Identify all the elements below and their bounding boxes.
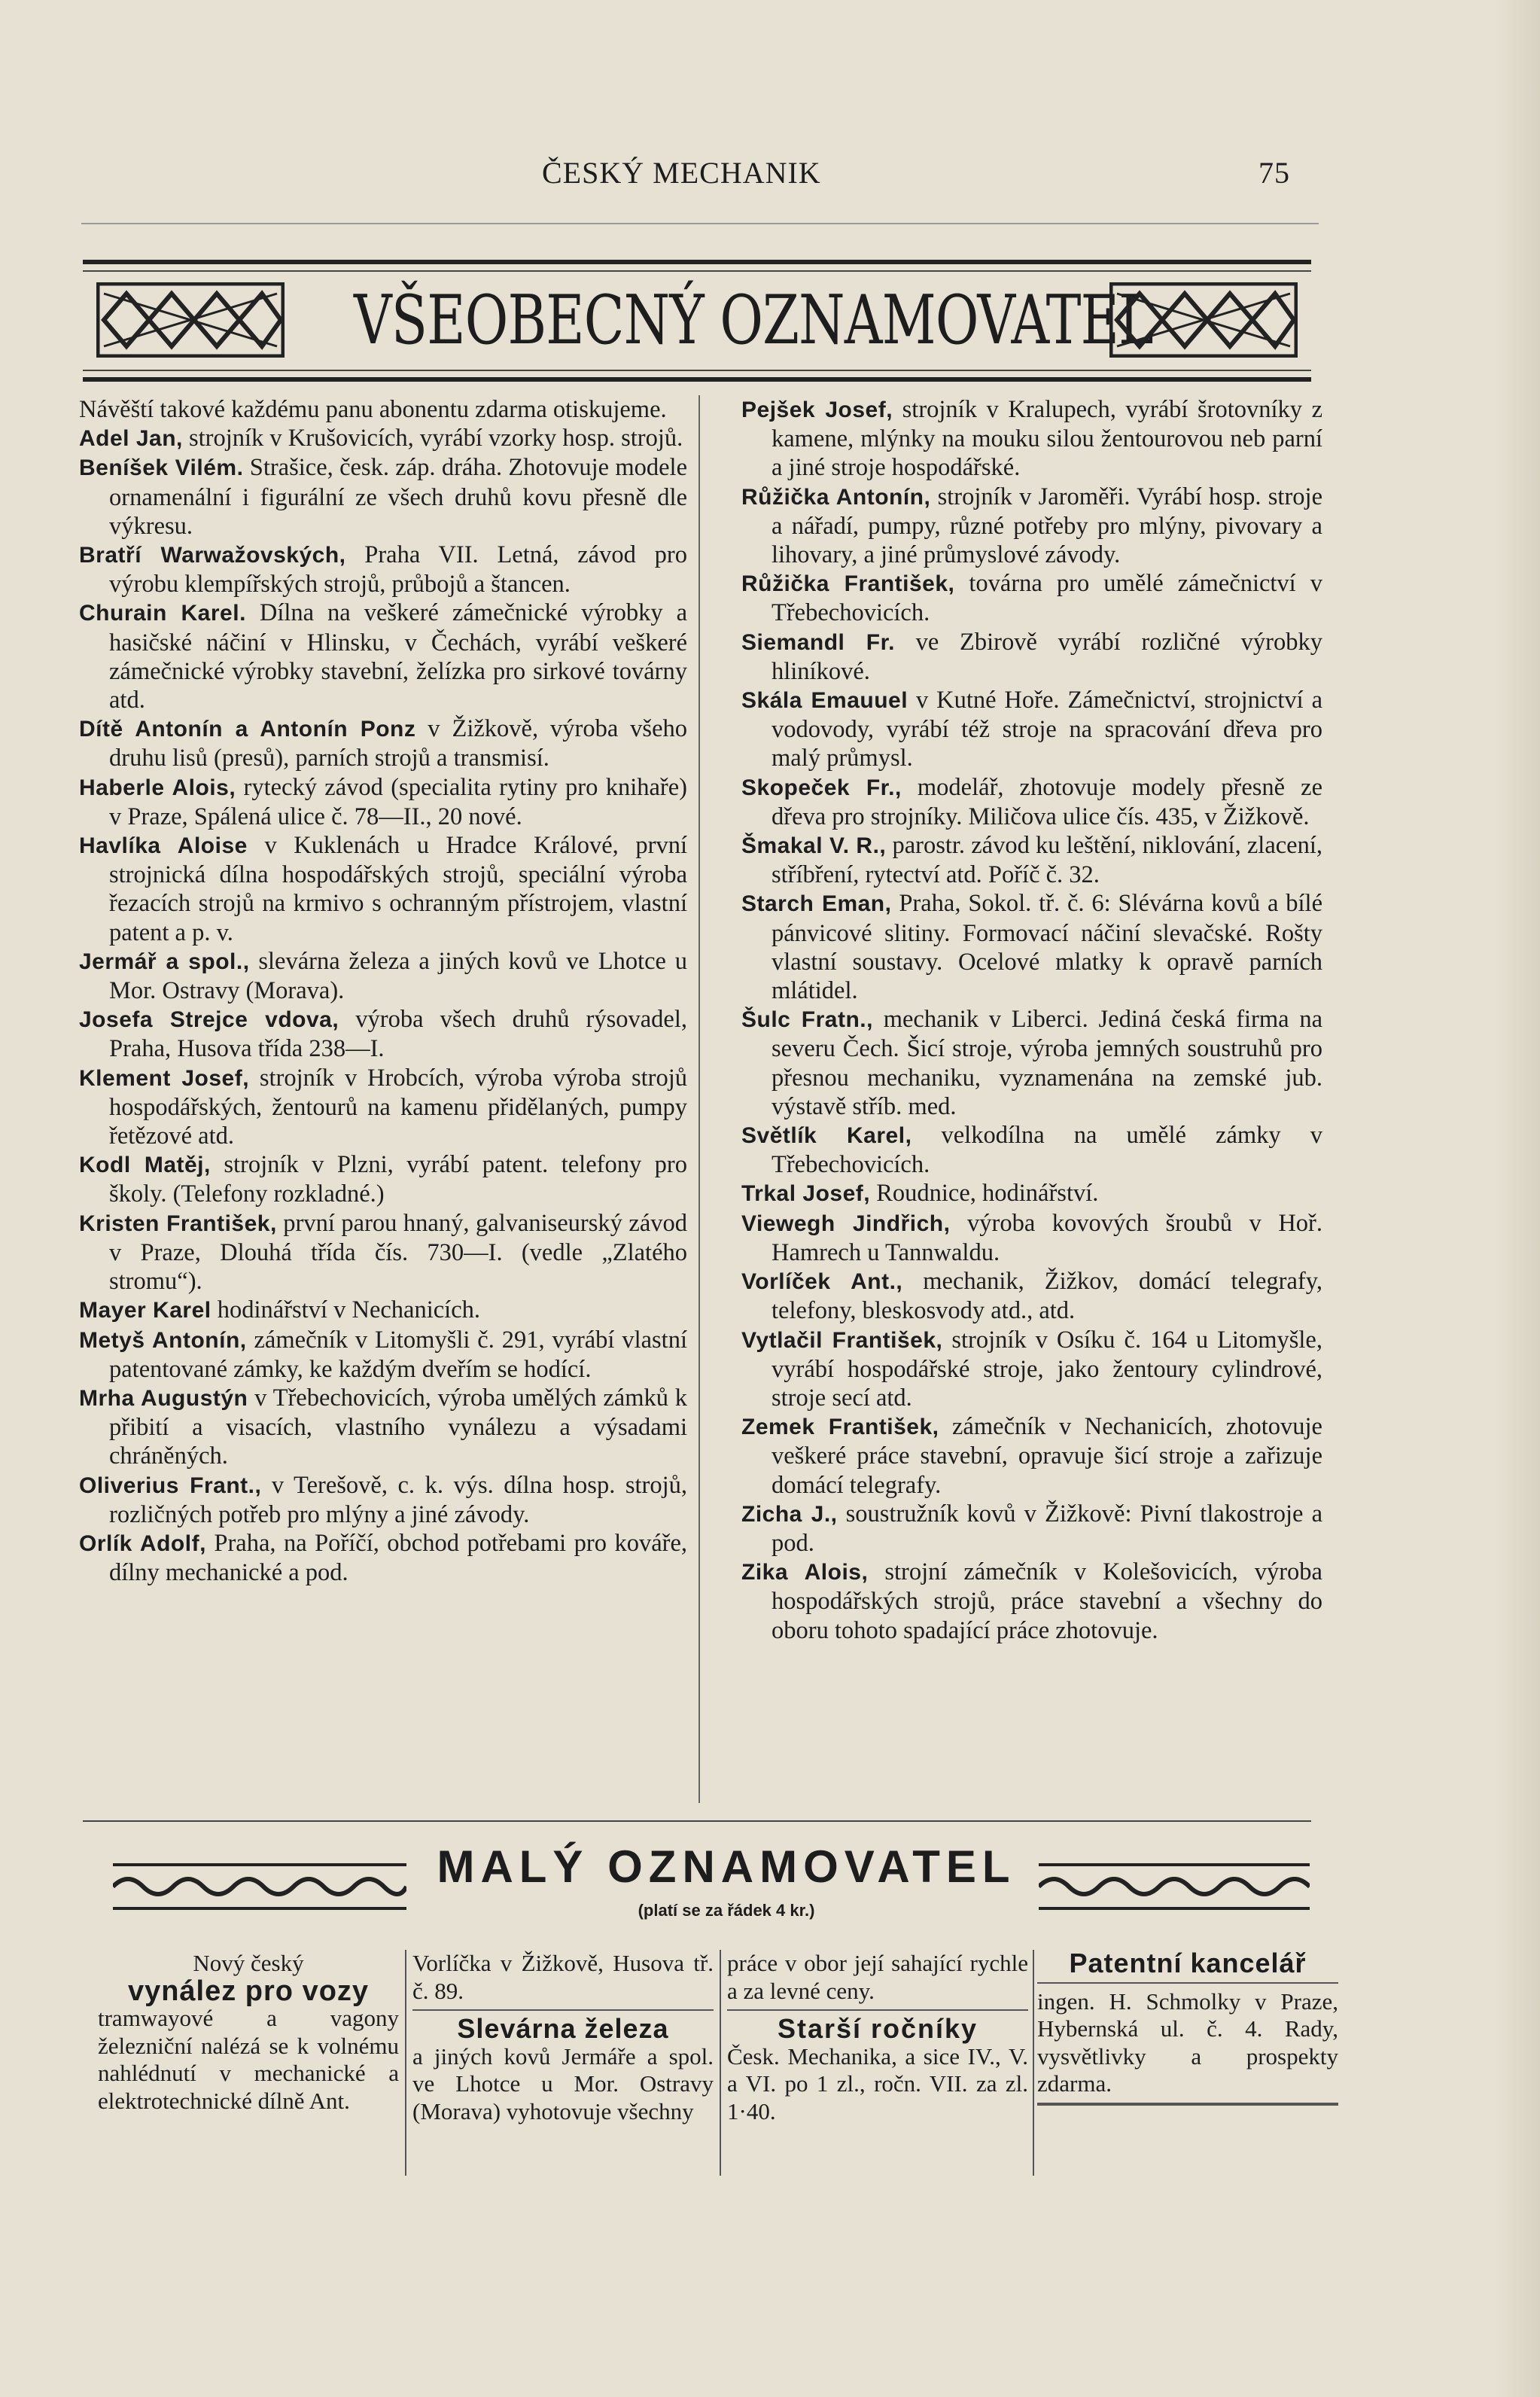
ornament-right-icon [1109,282,1298,358]
column-divider [698,395,700,1803]
list-item: Kodl Matěj, strojník v Plzni, vyrábí patent. telefony pro školy. (Telefony rozkladné.) [79,1151,687,1208]
list-item: Dítě Antonín a Antonín Ponz v Žižkově, výroba všeho druhu lisů (presů), parních strojů a transmisí. [79,715,687,772]
list-item: Oliverius Frant., v Terešově, c. k. výs. dílna hosp. strojů, rozličných potřeb pro mlýny a jiné závody. [79,1471,687,1528]
ad-divider [405,1950,406,2176]
list-item: Starch Eman, Praha, Sokol. tř. č. 6: Slévárna kovů a bílé pánvicové slitiny. Formovací náčiní slevačské. Rošty vlastní soustavy. Ocelové mlatky k opravě parních mlátidel. [741,890,1323,1005]
list-item: Adel Jan, strojník v Krušovicích, vyrábí vzorky hosp. strojů. [79,425,683,452]
list-item: Zemek František, zámečník v Nechanicích, zhotovuje veškeré práce stavební, opravuje šicí stroje a zařizuje domácí telegrafy. [741,1413,1322,1499]
section-divider [83,1820,1311,1822]
list-item: Šmakal V. R., parostr. závod ku leštění, niklování, zlacení, stříbření, rytectví atd. Poříč č. 32. [741,832,1322,889]
list-item: Josefa Strejce vdova, výroba všech druhů rýsovadel, Praha, Husova třída 238—I. [79,1006,687,1063]
right-column [741,395,1322,1645]
ad-foundry: Vorlíčka v Žižkově, Husova tř. č. 89. Slevárna železa a jiných kovů Jermáře a spol. ve Lhotce u Mor. Ostravy (Morava) vyhotovuje všechny [412,1950,714,2124]
running-head [0,155,1540,200]
list-item: Světlík Karel, velkodílna na umělé zámky v Třebechovicích. [741,1122,1323,1179]
running-title: ČESKÝ MECHANIK [542,156,821,190]
wave-ornament-right-icon [1039,1860,1310,1913]
ornament-left-icon [96,282,285,358]
list-item: Růžička Antonín, strojník v Jaroměři. Vyrábí hosp. stroje a nářadí, pumpy, různé potřeby pro mlýny, pivovary a lihovary, a jiné průmyslové závody. [741,483,1322,569]
ad-back-issues: práce v obor její sahající rychle a za levné ceny. Starší ročníky Česk. Mechanika, a sice IV., V. a VI. po 1 zl., ročn. VII. za zl. 1·40. [727,1950,1028,2124]
list-item: Skála Emauuel v Kutné Hoře. Zámečnictví, strojnictví a vodovody, vyrábí též stroje na spracování dřeva pro malý průmysl. [741,687,1322,772]
list-item: Vytlačil František, strojník v Osíku č. 164 u Litomyšle, vyrábí hospodářské stroje, jako žentoury cylindrové, stroje secí atd. [741,1326,1322,1412]
small-ads-title: MALÝ OZNAMOVATEL [437,1841,1016,1892]
list-item: Metyš Antonín, zámečník v Litomyšli č. 291, vyrábí vlastní patentované zámky, ke každým dveřím se hodící. [79,1326,687,1383]
list-item: Churain Karel. Dílna na veškeré zámečnické výrobky a hasičské náčiní v Hlinsku, v Čechách, vyrábí veškeré zámečnické výrobky stavební, želízka pro sirkové továrny atd. [79,599,687,714]
list-item: Pejšek Josef, strojník v Kralupech, vyrábí šrotovníky z kamene, mlýnky na mouku silou žentourovou neb parní a jiné stroje hospodářské. [741,396,1323,482]
page-number: 75 [1258,156,1290,190]
list-item: Bratří Warwažovských, Praha VII. Letná, závod pro výrobu klempířských strojů, průbojů a štancen. [79,541,687,598]
small-ads-banner [113,1841,1317,1935]
list-item: Siemandl Fr. ve Zbirově vyrábí rozličné výrobky hliníkové. [741,628,1323,685]
small-ads-subtitle: (platí se za řádek 4 kr.) [638,1901,815,1920]
list-item: Beníšek Vilém. Strašice, česk. záp. dráha. Zhotovuje modele ornamenální i figurální ze všech druhů kovu přesně dle výkresu. [79,454,687,540]
ad-divider [1033,1950,1034,2176]
list-item: Orlík Adolf, Praha, na Poříčí, obchod potřebami pro kováře, dílny mechanické a pod. [79,1529,687,1587]
list-item: Jermář a spol., slevárna železa a jiných kovů ve Lhotce u Mor. Ostravy (Morava). [79,947,687,1005]
list-item: Havlíka Aloise v Kuklenách u Hradce Králové, první strojnická dílna hospodářských strojů, speciální výroba řezacích strojů na krmivo s ochranným přístrojem, vlastní patent a p. v. [79,832,688,946]
left-column [79,395,687,1587]
list-item: Viewegh Jindřich, výroba kovových šroubů v Hoř. Hamrech u Tannwaldu. [741,1209,1322,1266]
intro-notice: Návěští takové každému panu abonentu zdarma otiskujeme. [79,396,667,423]
list-item: Skopeček Fr., modelář, zhotovuje modely přesně ze dřeva pro strojníky. Miličova ulice čís. 435, v Žižkově. [741,773,1323,830]
small-ads-section [0,1950,1540,2221]
banner-title: VŠEOBECNÝ OZNAMOVATEL [354,281,1153,360]
list-item: Trkal Josef, Roudnice, hodinářství. [741,1180,1099,1208]
ad-divider [720,1950,721,2176]
section-banner [83,260,1311,382]
ad-patent-office: Patentní kancelář ingen. H. Schmolky v Praze, Hybernská ul. č. 4. Rady, vysvětlivky a prospekty zdarma. [1037,1950,1338,2110]
ad-invention: Nový český vynález pro vozy tramwayové a vagony železniční nalézá se k volnému nahlédnutí v mechanické a elektrotechnické dílně Ant. [98,1950,399,2114]
list-item: Mayer Karel hodinářství v Nechanicích. [79,1296,480,1324]
list-item: Zicha J., soustružník kovů v Žižkově: Pivní tlakostroje a pod. [741,1500,1322,1557]
list-item: Haberle Alois, rytecký závod (specialita rytiny pro knihaře) v Praze, Spálená ulice č. 78—II., 20 nové. [79,773,687,830]
list-item: Růžička František, továrna pro umělé zámečnictví v Třebechovicích. [741,570,1322,627]
list-item: Klement Josef, strojník v Hrobcích, výroba výroba strojů hospodářských, žentourů na kamenu přidělaných, pumpy řetězové atd. [79,1064,687,1150]
list-item: Šulc Fratn., mechanik v Liberci. Jediná česká firma na severu Čech. Šicí stroje, výroba jemných soustruhů pro přesnou mechaniku, vyznamenána na zemské jub. výstavě stříb. med. [741,1006,1322,1120]
list-item: Zika Alois, strojní zámečník v Kolešovicích, výroba hospodářských strojů, práce stavební a všechny do oboru tohoto spadající práce zhotovuje. [741,1558,1322,1644]
list-item: Vorlíček Ant., mechanik, Žižkov, domácí telegrafy, telefony, bleskosvody atd., atd. [741,1268,1322,1325]
wave-ornament-left-icon [113,1860,406,1913]
list-item: Kristen František, první parou hnaný, galvaniseurský závod v Praze, Dlouhá třída čís. 730—I. (vedle „Zlatého stromu“). [79,1209,687,1296]
list-item: Mrha Augustýn v Třebechovicích, výroba umělých zámků k přibití a visacích, vlastního vynálezu a výsadami chráněných. [79,1384,687,1470]
head-rule [81,223,1319,224]
